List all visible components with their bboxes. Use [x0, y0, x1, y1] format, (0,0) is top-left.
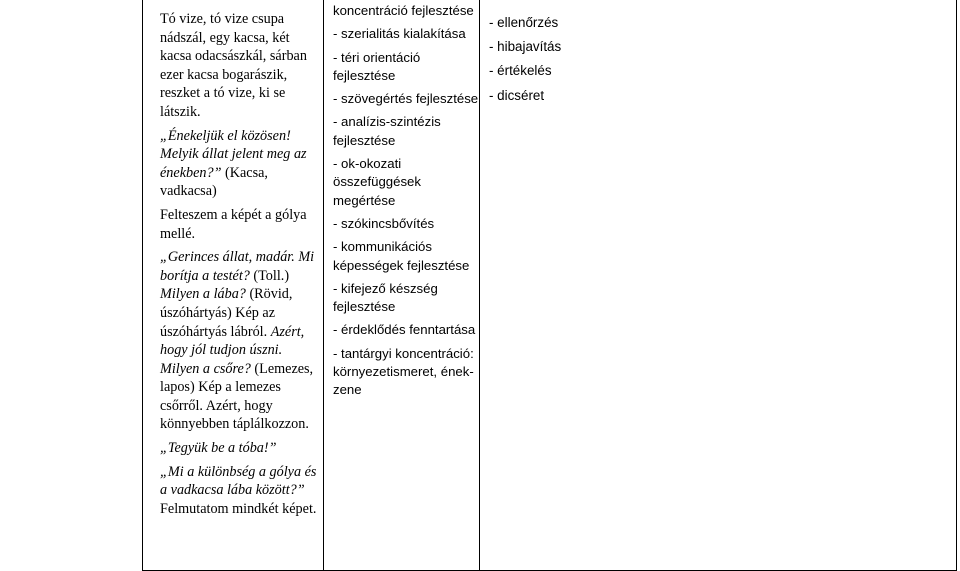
- instruction-pond: „Tegyük be a tóba!”: [160, 440, 277, 457]
- skill-item: - szerialitás kialakítása: [333, 26, 466, 42]
- skill-item: - analízis-szintézis fejlesztése: [333, 114, 441, 148]
- skills-column: [333, 2, 483, 405]
- skill-item: - szókincsbővítés: [333, 215, 435, 231]
- discussion-duck: „Gerinces állat, madár. Mi borítja a testét? (Toll.) Milyen a lába? (Rövid, úszóhártyás) Kép az úszóhártyás lábról. Azért, hogy jól tudjon úszni. Milyen a csőre? (Lemezes, lapos) Kép a lemezes csőrről. Azért, hogy könnyebben táplálkozzon.: [160, 249, 315, 433]
- evaluation-column: [489, 11, 639, 108]
- skill-item: - ok-okozati összefüggések megértése: [333, 156, 421, 208]
- skill-item: - szövegértés fejlesztése: [333, 91, 479, 107]
- evaluation-item: - ellenőrzés: [489, 15, 559, 30]
- activity-column: [160, 10, 318, 518]
- column-border: [323, 0, 324, 571]
- skill-item: koncentráció fejlesztése: [333, 3, 474, 18]
- question-difference: „Mi a különbség a gólya és a vadkacsa lába között?” Felmutatom mindkét képet.: [160, 463, 317, 517]
- instruction-sing: „Énekeljük el közösen! Melyik állat jelent meg az énekben?” (Kacsa, vadkacsa): [160, 127, 307, 200]
- skill-item: - kifejező készség fejlesztése: [333, 280, 438, 315]
- skill-item: - érdeklődés fenntartása: [333, 322, 476, 338]
- skill-item: - tantárgyi koncentráció: környezetismeret, ének-zene: [333, 345, 474, 398]
- skill-item: - téri orientáció fejlesztése: [333, 49, 421, 83]
- skill-item: - kommunikációs képességek fejlesztése: [333, 239, 470, 273]
- evaluation-item: - hibajavítás: [489, 39, 562, 55]
- evaluation-item: - dicséret: [489, 87, 545, 103]
- evaluation-item: - értékelés: [489, 63, 552, 79]
- instruction-picture: Felteszem a képét a gólya mellé.: [160, 206, 307, 242]
- column-border: [956, 0, 957, 571]
- column-border: [142, 0, 143, 571]
- song-lyrics: Tó vize, tó vize csupa nádszál, egy kacsa, két kacsa odacsászkál, sárban ezer kacsa bogarászik, reszket a tó vize, ki se látszik.: [160, 11, 307, 120]
